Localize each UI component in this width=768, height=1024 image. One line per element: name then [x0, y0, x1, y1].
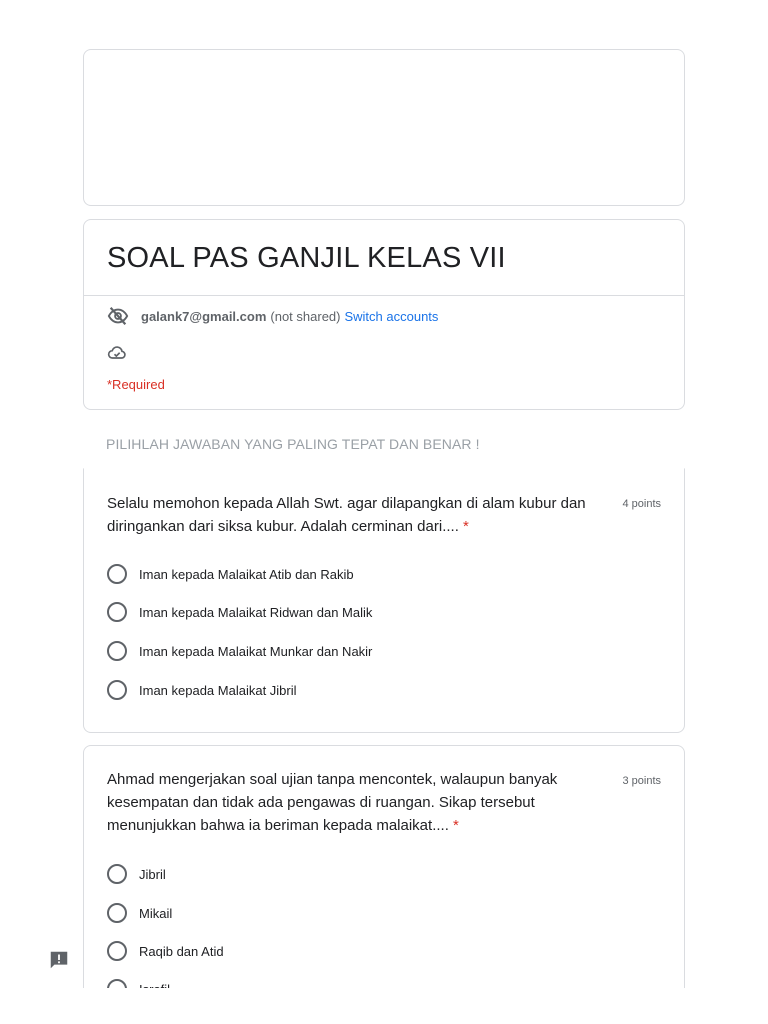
radio-option[interactable] — [107, 941, 224, 961]
option-label: Mikail — [139, 905, 173, 921]
question-text — [107, 768, 599, 837]
radio-icon[interactable] — [107, 941, 127, 961]
radio-option[interactable] — [107, 564, 354, 584]
question-points: 4 points — [622, 498, 661, 510]
cloud-check-icon — [107, 343, 127, 363]
radio-icon[interactable] — [107, 602, 127, 622]
viewport-cutoff — [0, 988, 768, 1024]
radio-option[interactable] — [107, 641, 372, 661]
title-divider — [84, 295, 684, 296]
required-asterisk: * — [453, 817, 459, 834]
radio-icon[interactable] — [107, 864, 127, 884]
option-label: Iman kepada Malaikat Jibril — [139, 682, 297, 698]
option-label: Raqib dan Atid — [139, 943, 224, 959]
form-title: SOAL PAS GANJIL KELAS VII — [107, 242, 506, 274]
question-text — [107, 492, 599, 538]
shared-status: (not shared) — [270, 308, 341, 324]
question-text-body: Ahmad mengerjakan soal ujian tanpa mencontek, walaupun banyak kesempatan dan tidak ada pengawas di ruangan. Sikap tersebut menunjukkan bahwa ia beriman kepada malaikat.... — [107, 771, 558, 834]
option-label: Iman kepada Malaikat Ridwan dan Malik — [139, 604, 373, 620]
option-label: Jibril — [139, 866, 166, 882]
hidden-eye-icon — [107, 305, 129, 327]
question-text-body: Selalu memohon kepada Allah Swt. agar dilapangkan di alam kubur dan diringankan dari siksa kubur. Adalah cerminan dari.... — [107, 495, 586, 535]
radio-icon[interactable] — [107, 680, 127, 700]
radio-icon[interactable] — [107, 641, 127, 661]
radio-icon[interactable] — [107, 564, 127, 584]
feedback-icon[interactable] — [48, 949, 70, 971]
account-row — [107, 305, 438, 327]
radio-option[interactable] — [107, 903, 172, 923]
header-banner — [83, 49, 685, 206]
question-card — [83, 745, 685, 1005]
section-header: PILIHLAH JAWABAN YANG PALING TEPAT DAN BENAR ! — [106, 436, 480, 452]
required-asterisk: * — [463, 518, 469, 535]
option-label: Iman kepada Malaikat Atib dan Rakib — [139, 566, 354, 582]
option-label: Iman kepada Malaikat Munkar dan Nakir — [139, 643, 373, 659]
radio-option[interactable] — [107, 680, 297, 700]
radio-icon[interactable] — [107, 903, 127, 923]
question-card — [83, 468, 685, 733]
account-email: galank7@gmail.com — [141, 308, 267, 324]
form-title-card — [83, 219, 685, 410]
radio-option[interactable] — [107, 602, 372, 622]
switch-accounts-link[interactable]: Switch accounts — [344, 308, 439, 324]
question-points: 3 points — [622, 775, 661, 787]
required-note: *Required — [107, 377, 165, 392]
radio-option[interactable] — [107, 864, 166, 884]
